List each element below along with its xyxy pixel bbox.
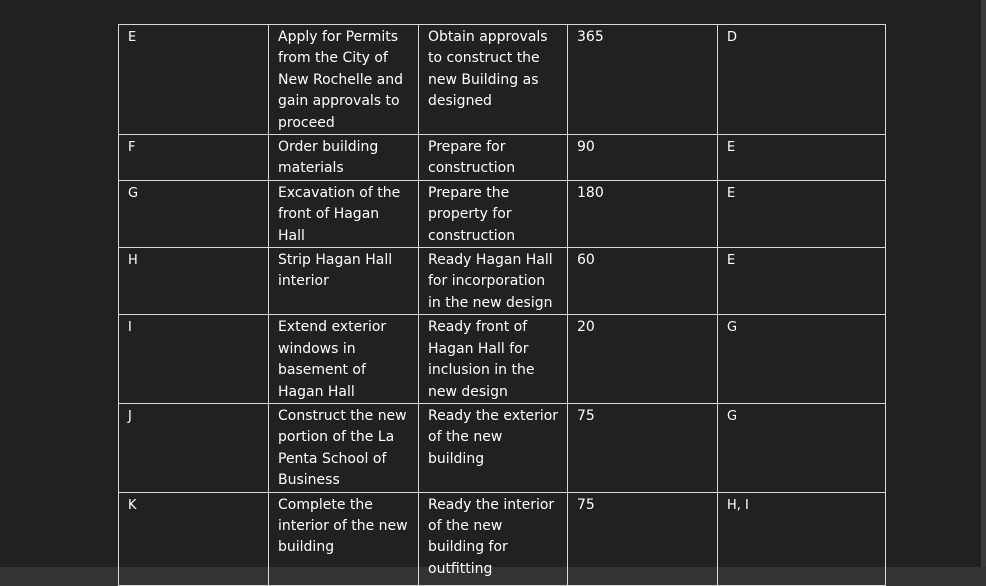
duration-cell[interactable]: 365 [568, 25, 718, 135]
predecessor-cell[interactable]: H, I [718, 492, 886, 585]
duration-cell[interactable]: 90 [568, 135, 718, 181]
activity-id-cell[interactable]: H [119, 248, 269, 315]
activity-id-cell[interactable]: G [119, 180, 269, 247]
activity-id-cell[interactable]: I [119, 315, 269, 404]
activity-description-cell[interactable]: Construct the new portion of the La Penta School of Business [269, 403, 419, 492]
activity-description-cell[interactable]: Excavation of the front of Hagan Hall [269, 180, 419, 247]
window-edge [981, 0, 986, 567]
activity-id-cell[interactable]: F [119, 135, 269, 181]
activity-description-cell[interactable]: Apply for Permits from the City of New Rochelle and gain approvals to proceed [269, 25, 419, 135]
table-row [119, 403, 886, 492]
activity-description-cell[interactable]: Complete the interior of the new building [269, 492, 419, 585]
predecessor-cell[interactable]: D [718, 25, 886, 135]
activity-description-cell[interactable]: Order building materials [269, 135, 419, 181]
duration-cell[interactable]: 20 [568, 315, 718, 404]
duration-cell[interactable]: 75 [568, 403, 718, 492]
activity-purpose-cell[interactable]: Obtain approvals to construct the new Building as designed [419, 25, 568, 135]
table-row [119, 180, 886, 247]
table-row [119, 135, 886, 181]
activity-description-cell[interactable]: Strip Hagan Hall interior [269, 248, 419, 315]
activity-purpose-cell[interactable]: Ready the interior of the new building for outfitting [419, 492, 568, 585]
predecessor-cell[interactable]: E [718, 180, 886, 247]
predecessor-cell[interactable]: G [718, 315, 886, 404]
predecessor-cell[interactable]: E [718, 248, 886, 315]
table-row [119, 248, 886, 315]
activity-purpose-cell[interactable]: Prepare for construction [419, 135, 568, 181]
predecessor-cell[interactable]: G [718, 403, 886, 492]
activity-purpose-cell[interactable]: Prepare the property for construction [419, 180, 568, 247]
activity-purpose-cell[interactable]: Ready the exterior of the new building [419, 403, 568, 492]
activity-description-cell[interactable]: Extend exterior windows in basement of Hagan Hall [269, 315, 419, 404]
predecessor-cell[interactable]: E [718, 135, 886, 181]
table-row [119, 25, 886, 135]
activity-purpose-cell[interactable]: Ready Hagan Hall for incorporation in the new design [419, 248, 568, 315]
duration-cell[interactable]: 180 [568, 180, 718, 247]
table-row [119, 315, 886, 404]
activity-id-cell[interactable]: E [119, 25, 269, 135]
activity-id-cell[interactable]: J [119, 403, 269, 492]
activity-id-cell[interactable]: K [119, 492, 269, 585]
activity-table [118, 24, 886, 586]
activity-purpose-cell[interactable]: Ready front of Hagan Hall for inclusion in the new design [419, 315, 568, 404]
duration-cell[interactable]: 75 [568, 492, 718, 585]
table-row [119, 492, 886, 585]
duration-cell[interactable]: 60 [568, 248, 718, 315]
